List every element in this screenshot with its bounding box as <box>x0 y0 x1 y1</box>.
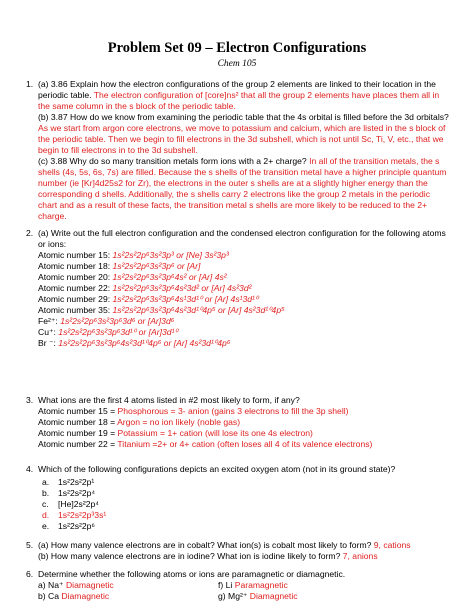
option-item <box>38 521 450 532</box>
species-label: b) Ca <box>38 591 62 601</box>
question-3 <box>26 395 450 450</box>
config-label: Atomic number 18: <box>38 261 113 271</box>
q4-options <box>38 477 450 532</box>
config-label: Atomic number 22: <box>38 283 113 293</box>
page-subtitle: Chem 105 <box>217 59 257 69</box>
species-label: a) Na⁺ <box>38 580 66 590</box>
config-answer: 1s²2s²2p⁶3s²3p⁶4s²3d¹⁰4p⁵ or [Ar] 4s²3d¹⁰4p⁵ <box>112 305 285 315</box>
q6-answer-grid <box>38 580 450 602</box>
q2-answer-list <box>38 250 450 349</box>
q1-part-b: (b) 3.87 How do we know from examining the periodic table that the 4s orbital is filled before the 3d orbitals? As we start from argon core electrons, we move to potassium and calcium, which are listed in the s block of the periodic table. Then we begin to fill electrons in the 3d subshell, which is not until Sc, Ti, V, etc., that we begin to fill electrons in to the 3d subshell. <box>38 112 449 155</box>
page-title: Problem Set 09 – Electron Configurations <box>107 40 367 56</box>
config-label: Atomic number 20: <box>38 272 113 282</box>
configuration-row <box>38 283 450 294</box>
q6-prompt: Determine whether the following atoms or ions are paramagnetic or diamagnetic. <box>38 569 346 579</box>
ion-row <box>38 406 450 417</box>
configuration-row <box>38 338 450 349</box>
config-label: Atomic number 35: <box>38 305 113 315</box>
q3-answer-list <box>38 406 450 450</box>
option-item <box>38 510 450 521</box>
configuration-row <box>38 261 450 272</box>
option-letter: c. <box>42 499 49 509</box>
question-number: 3. <box>26 395 34 405</box>
q1-part-c: (c) 3.88 Why do so many transition metals form ions with a 2+ charge? In all of the transition metals, the s shells (4s, 5s, 6s, 7s) are filled. Because the s shells of the transition metal have a higher principle quantum number (ie [Kr]4d25s2 for Zr), the electrons in the outer s shells are at a slightly higher energy than the corresponding d shells. Additionally, the s shells carry 2 electrons like the group 2 metals in the periodic chart and as a result of these facts, the transition metal s shells are more likely to be reduced to the 2+ charge. <box>38 156 447 221</box>
magnetism-left <box>38 580 198 591</box>
option-letter: b. <box>42 488 50 498</box>
question-4 <box>26 464 450 532</box>
ion-label: Atomic number 15 = <box>38 406 118 416</box>
ion-row <box>38 417 450 428</box>
config-answer: 1s²2s²2p⁶3s²3p⁶4s²3d² or [Ar] 4s²3d² <box>112 283 252 293</box>
q4-prompt: Which of the following configurations depicts an excited oxygen atom (not in its ground state)? <box>38 464 396 474</box>
magnetism-right <box>198 591 298 602</box>
config-answer: 1s²2s²2p⁶3s²3p⁶3d⁶ or [Ar]3d⁶ <box>60 316 175 326</box>
q3-prompt: What ions are the first 4 atoms listed in #2 most likely to form, if any? <box>38 395 300 405</box>
configuration-row <box>38 272 450 283</box>
question-5 <box>26 540 450 562</box>
config-answer: 1s²2s²2p⁶3s²3p⁶3d¹⁰ or [Ar]3d¹⁰ <box>58 327 178 337</box>
config-answer: 1s²2s²2p⁶3s²3p⁶4s¹3d¹⁰ or [Ar] 4s¹3d¹⁰ <box>112 294 259 304</box>
config-label: Atomic number 29: <box>38 294 113 304</box>
ion-label: Atomic number 22 = <box>38 439 118 449</box>
option-text: 1s²2s²2p⁴ <box>58 488 96 498</box>
option-text: 1s²2s²2p⁶ <box>58 521 95 531</box>
ion-answer: Phosphorous = 3- anion (gains 3 electrons to fill the 3p shell) <box>117 406 349 416</box>
species-label: g) Mg²⁺ <box>218 591 250 601</box>
question-number: 6. <box>26 569 34 579</box>
configuration-row <box>38 327 450 338</box>
config-label: Br ⁻: <box>38 338 59 348</box>
ion-answer: Argon = no ion likely (noble gas) <box>117 417 241 427</box>
option-item <box>38 477 450 488</box>
question-number: 5. <box>26 540 34 550</box>
config-answer: 1s²2s²2p⁶3s²3p³ or [Ne] 3s²3p³ <box>112 250 229 260</box>
question-1 <box>26 79 450 222</box>
species-answer: Paramagnetic <box>234 580 288 590</box>
question-2 <box>26 228 450 349</box>
q5-part-a: (a) How many valence electrons are in cobalt? What ion(s) is cobalt most likely to form? 9, cations <box>38 540 411 550</box>
configuration-row <box>38 250 450 261</box>
q2-prompt: (a) Write out the full electron configuration and the condensed electron configuration for the following atoms or ions: <box>38 228 446 249</box>
ion-row <box>38 439 450 450</box>
question-number: 4. <box>26 464 34 474</box>
species-answer: Diamagnetic <box>65 580 114 590</box>
ion-answer: Potassium = 1+ cation (will lose its one 4s electron) <box>117 428 313 438</box>
magnetism-left <box>38 591 198 602</box>
option-text: 1s²2s²2p³3s¹ <box>58 510 107 520</box>
ion-label: Atomic number 18 = <box>38 417 118 427</box>
magnetism-row <box>38 580 450 591</box>
option-text: [He]2s²2p⁴ <box>58 499 99 509</box>
configuration-row <box>38 305 450 316</box>
species-answer: Diamagnetic <box>249 591 298 601</box>
option-letter: a. <box>42 477 50 487</box>
ion-answer: Titanium =2+ or 4+ cation (often loses all 4 of its valence electrons) <box>117 439 373 449</box>
ion-row <box>38 428 450 439</box>
option-letter: d. <box>42 510 50 520</box>
magnetism-row <box>38 591 450 602</box>
q5-part-b: (b) How many valence electrons are in iodine? What ion is iodine likely to form? 7, anions <box>38 551 378 561</box>
config-label: Cu⁺: <box>38 327 59 337</box>
question-number: 1. <box>26 79 34 89</box>
configuration-row <box>38 294 450 305</box>
configuration-row <box>38 316 450 327</box>
option-item <box>38 499 450 510</box>
question-6 <box>26 569 450 602</box>
option-item <box>38 488 450 499</box>
config-answer: 1s²2s²2p⁶3s²3p⁶ or [Ar] <box>112 261 201 271</box>
ion-label: Atomic number 19 = <box>38 428 118 438</box>
magnetism-right <box>198 580 288 591</box>
species-label: f) Li <box>218 580 235 590</box>
q1-part-a: (a) 3.86 Explain how the electron configurations of the group 2 elements are linked to their location in the periodic table. The electron configuration of [core]ns² that all the group 2 elements have places them all in the same column in the s block of the periodic table. <box>38 79 440 111</box>
config-label: Atomic number 15: <box>38 250 113 260</box>
config-label: Fe²⁺: <box>38 316 61 326</box>
config-answer: 1s²2s²2p⁶3s²3p⁶4s²3d¹⁰4p⁶ or [Ar] 4s²3d¹⁰4p⁶ <box>58 338 231 348</box>
option-letter: e. <box>42 521 50 531</box>
option-text: 1s²2s²2p¹ <box>58 477 95 487</box>
species-answer: Diamagnetic <box>61 591 110 601</box>
config-answer: 1s²2s²2p⁶3s²3p⁶4s² or [Ar] 4s² <box>112 272 227 282</box>
question-number: 2. <box>26 228 34 238</box>
